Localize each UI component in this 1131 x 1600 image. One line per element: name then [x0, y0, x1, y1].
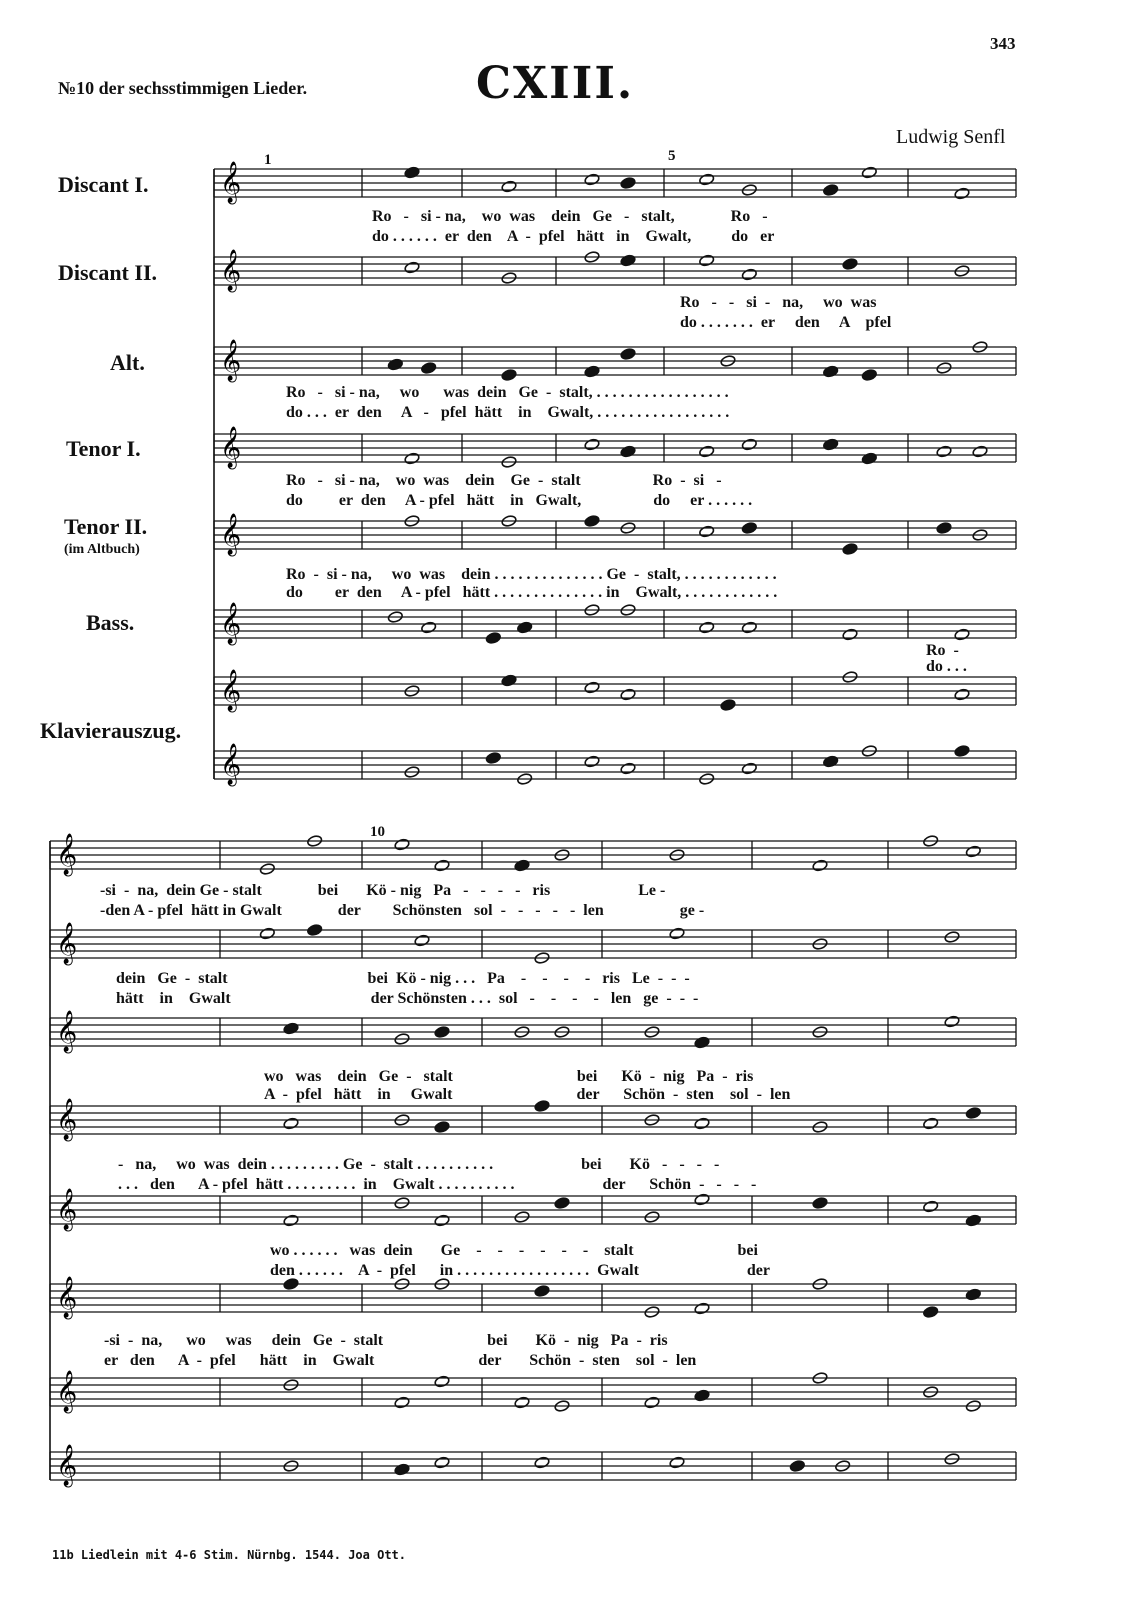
- s2-tenor1-staff-note: [283, 1117, 299, 1130]
- voice-label-discant-1: Discant I.: [58, 172, 149, 197]
- s1-tenor2-staff-note: [584, 515, 600, 528]
- s2-piano-bass-staff-note: [434, 1456, 450, 1469]
- s1-discant2-staff-note: [620, 254, 636, 267]
- lyrics-s2-tenor1-verse1: - na, wo was dein . . . . . . . . . Ge - stalt . . . . . . . . . . bei Kö - - - -: [118, 1156, 720, 1173]
- piece-title: CXIII.: [476, 58, 635, 109]
- s1-discant1-staff-clef: 𝄞: [220, 162, 242, 204]
- s2-tenor2-staff-note: [812, 1197, 828, 1210]
- voice-label-piano-reduction: Klavierauszug.: [40, 718, 182, 743]
- s1-discant1-staff-note: [404, 166, 420, 179]
- s2-discant1-staff-note: [812, 859, 828, 872]
- s1-discant2-staff-clef: 𝄞: [220, 250, 242, 292]
- s2-tenor1-staff-note: [923, 1117, 939, 1130]
- s1-piano-bass-staff-note: [741, 762, 757, 775]
- s2-piano-treble-staff-note: [434, 1375, 450, 1388]
- s2-piano-bass-staff-note: [789, 1460, 805, 1473]
- s1-bass-staff-note: [485, 632, 501, 645]
- s1-discant1-staff-note: [861, 166, 877, 179]
- s1-discant2-staff-note: [842, 258, 858, 271]
- s1-alt-staff-note: [387, 358, 403, 371]
- s1-discant2-staff-note: [741, 268, 757, 281]
- lyrics-s2-discant1-verse2: -den A - pfel hätt in Gwalt der Schönsten sol - - - - - len ge -: [100, 902, 705, 919]
- s2-alt-staff-clef: 𝄞: [56, 1011, 78, 1053]
- s2-tenor2-staff-note: [554, 1197, 570, 1210]
- lyrics-discant2-verse2: do . . . . . . . er den A pfel: [680, 314, 892, 331]
- source-footnote: 11b Liedlein mit 4-6 Stim. Nürnbg. 1544. Joa Ott.: [52, 1548, 407, 1562]
- lyrics-tenor1-verse1: Ro - si - na, wo was dein Ge - stalt Ro - si -: [286, 472, 722, 489]
- s1-piano-bass-staff-note: [620, 762, 636, 775]
- s1-tenor1-staff-note: [823, 438, 839, 451]
- s1-piano-bass-staff-clef: 𝄞: [220, 744, 242, 786]
- s1-discant2-staff-note: [699, 254, 715, 267]
- voice-label-tenor-2-note: (im Altbuch): [64, 542, 140, 557]
- s2-bass-staff-note: [923, 1306, 939, 1319]
- s2-piano-treble-staff-note: [694, 1389, 710, 1402]
- voice-label-alt: Alt.: [110, 350, 145, 375]
- s2-discant1-staff-note: [514, 859, 530, 872]
- lyrics-tenor2-verse1: Ro - si - na, wo was dein . . . . . . . . . . . . . . Ge - stalt, . . . . . . . . . . . .: [286, 566, 777, 583]
- s1-tenor1-staff-note: [936, 445, 952, 458]
- s2-tenor2-staff-note: [923, 1200, 939, 1213]
- s1-alt-staff-note: [861, 369, 877, 382]
- voice-label-tenor-1: Tenor I.: [66, 436, 141, 461]
- voice-label-discant-2: Discant II.: [58, 260, 158, 285]
- lyrics-tenor2-verse2: do er den A - pfel hätt . . . . . . . . . . . . . . in Gwalt, . . . . . . . . . . . .: [286, 584, 778, 601]
- s1-alt-staff-note: [823, 365, 839, 378]
- s1-tenor1-staff-note: [741, 438, 757, 451]
- s1-tenor2-staff-note: [699, 525, 715, 538]
- s1-alt-staff-clef: 𝄞: [220, 340, 242, 382]
- lyrics-s2-alt-verse2: A - pfel hätt in Gwalt der Schön - sten sol - len: [264, 1086, 791, 1103]
- lyrics-s2-tenor2-verse1: wo . . . . . . was dein Ge - - - - - - stalt bei: [270, 1242, 758, 1259]
- lyrics-s2-discant2-verse2: hätt in Gwalt der Schönsten . . . sol - - - - len ge - - -: [116, 990, 699, 1007]
- s1-bass-staff-note: [741, 621, 757, 634]
- s1-bass-staff-note: [517, 621, 533, 634]
- s2-tenor1-staff-note: [694, 1117, 710, 1130]
- s1-piano-bass-staff-note: [954, 745, 970, 758]
- s1-discant1-staff-note: [823, 184, 839, 197]
- s2-discant1-staff-note: [394, 838, 410, 851]
- s1-tenor1-staff-clef: 𝄞: [220, 427, 242, 469]
- s1-tenor1-staff-note: [584, 438, 600, 451]
- voice-label-tenor-2: Tenor II.: [64, 514, 148, 539]
- s2-discant1-staff-clef: 𝄞: [56, 834, 78, 876]
- s2-tenor2-staff-note: [965, 1214, 981, 1227]
- s2-alt-staff-note: [283, 1022, 299, 1035]
- s2-discant1-staff-note: [965, 845, 981, 858]
- s2-bass-staff-note: [534, 1285, 550, 1298]
- measure-number-10: 10: [370, 824, 385, 840]
- composer-name: Ludwig Senfl: [896, 126, 1006, 148]
- s1-piano-treble-staff-note: [954, 688, 970, 701]
- s1-bass-staff-clef: 𝄞: [220, 603, 242, 645]
- s1-discant1-staff-note: [584, 173, 600, 186]
- s1-piano-bass-staff-note: [584, 755, 600, 768]
- s1-piano-treble-staff-note: [501, 674, 517, 687]
- s2-piano-bass-staff-note: [669, 1456, 685, 1469]
- s2-piano-bass-staff-note: [394, 1463, 410, 1476]
- measure-number-1: 1: [264, 152, 272, 168]
- lyrics-s2-bass-verse2: er den A - pfel hätt in Gwalt der Schön - sten sol - len: [104, 1352, 697, 1369]
- s1-alt-staff-note: [584, 365, 600, 378]
- s1-discant1-staff-note: [954, 187, 970, 200]
- s1-piano-treble-staff-note: [620, 688, 636, 701]
- lyrics-bass-verse1: Ro -: [926, 642, 959, 659]
- s1-piano-treble-staff-note: [720, 699, 736, 712]
- lyrics-s2-bass-verse1: -si - na, wo was dein Ge - stalt bei Kö - nig Pa - ris: [104, 1332, 668, 1349]
- measure-number-5: 5: [668, 148, 676, 164]
- s2-tenor1-staff-clef: 𝄞: [56, 1099, 78, 1141]
- lyrics-alt-verse1: Ro - si - na, wo was dein Ge - stalt, . . . . . . . . . . . . . . . . .: [286, 384, 729, 401]
- lyrics-s2-tenor2-verse2: den . . . . . . A - pfel in . . . . . . . . . . . . . . . . . Gwalt der: [270, 1262, 771, 1279]
- lyrics-s2-discant1-verse1: -si - na, dein Ge - stalt bei Kö - nig Pa - - - - ris Le -: [100, 882, 666, 899]
- s2-alt-staff-note: [694, 1036, 710, 1049]
- s2-bass-staff-note: [965, 1288, 981, 1301]
- s2-tenor1-staff-note: [434, 1121, 450, 1134]
- s1-discant1-staff-note: [620, 177, 636, 190]
- s1-piano-treble-staff-clef: 𝄞: [220, 670, 242, 712]
- s1-discant2-staff-note: [404, 261, 420, 274]
- s1-tenor1-staff-note: [620, 445, 636, 458]
- lyrics-discant1-verse1: Ro - si - na, wo was dein Ge - stalt, Ro -: [372, 208, 768, 225]
- s1-bass-staff-note: [842, 628, 858, 641]
- s2-tenor2-staff-note: [434, 1214, 450, 1227]
- s2-piano-treble-staff-note: [514, 1396, 530, 1409]
- s2-tenor2-staff-note: [694, 1193, 710, 1206]
- voice-label-bass: Bass.: [86, 610, 135, 635]
- s2-tenor2-staff-note: [283, 1214, 299, 1227]
- s1-alt-staff-note: [421, 362, 437, 375]
- lyrics-s2-tenor1-verse2: . . . den A - pfel hätt . . . . . . . . . in Gwalt . . . . . . . . . . der Schön - - - -: [118, 1176, 757, 1193]
- s1-alt-staff-note: [501, 369, 517, 382]
- s1-alt-staff-note: [620, 348, 636, 361]
- lyrics-alt-verse2: do . . . er den A - pfel hätt in Gwalt, . . . . . . . . . . . . . . . . .: [286, 404, 730, 421]
- s2-discant2-staff-note: [307, 924, 323, 937]
- s1-tenor1-staff-note: [699, 445, 715, 458]
- s2-piano-bass-staff-note: [534, 1456, 550, 1469]
- s2-tenor2-staff-clef: 𝄞: [56, 1189, 78, 1231]
- lyrics-bass-verse2: do . . .: [926, 658, 967, 675]
- s1-tenor2-staff-note: [842, 543, 858, 556]
- s2-bass-staff-clef: 𝄞: [56, 1277, 78, 1319]
- s1-bass-staff-note: [954, 628, 970, 641]
- s1-discant1-staff-note: [699, 173, 715, 186]
- s1-tenor2-staff-note: [741, 522, 757, 535]
- lyrics-s2-discant2-verse1: dein Ge - stalt bei Kö - nig . . . Pa - - - - ris Le - - -: [116, 970, 690, 987]
- s1-piano-bass-staff-note: [823, 755, 839, 768]
- s2-alt-staff-note: [944, 1015, 960, 1028]
- s2-bass-staff-note: [694, 1302, 710, 1315]
- lyrics-s2-alt-verse1: wo was dein Ge - stalt bei Kö - nig Pa - ris: [264, 1068, 754, 1085]
- s1-tenor1-staff-note: [972, 445, 988, 458]
- s1-piano-bass-staff-note: [485, 752, 501, 765]
- s1-bass-staff-note: [699, 621, 715, 634]
- s2-alt-staff-note: [434, 1026, 450, 1039]
- s2-discant2-staff-note: [414, 934, 430, 947]
- lyrics-discant1-verse2: do . . . . . . er den A - pfel hätt in Gwalt, do er: [372, 228, 775, 245]
- lyrics-discant2-verse1: Ro - - si - na, wo was: [680, 294, 877, 311]
- s1-tenor2-staff-note: [936, 522, 952, 535]
- s1-tenor2-staff-clef: 𝄞: [220, 514, 242, 556]
- s2-piano-bass-staff-clef: 𝄞: [56, 1445, 78, 1487]
- s2-discant1-staff-note: [434, 859, 450, 872]
- s1-tenor1-staff-note: [404, 452, 420, 465]
- collection-label: №10 der sechsstimmigen Lieder.: [58, 78, 308, 98]
- lyrics-tenor1-verse2: do er den A - pfel hätt in Gwalt, do er . . . . . .: [286, 492, 753, 509]
- s2-discant2-staff-note: [669, 927, 685, 940]
- s2-discant2-staff-note: [259, 927, 275, 940]
- s1-tenor1-staff-note: [861, 452, 877, 465]
- page-number: 343: [990, 34, 1016, 53]
- s1-bass-staff-note: [421, 621, 437, 634]
- s2-piano-treble-staff-clef: 𝄞: [56, 1371, 78, 1413]
- s2-piano-treble-staff-note: [394, 1396, 410, 1409]
- s2-piano-treble-staff-note: [644, 1396, 660, 1409]
- s1-discant1-staff-note: [501, 180, 517, 193]
- s2-tenor1-staff-note: [965, 1107, 981, 1120]
- s1-piano-treble-staff-note: [584, 681, 600, 694]
- s2-discant2-staff-clef: 𝄞: [56, 923, 78, 965]
